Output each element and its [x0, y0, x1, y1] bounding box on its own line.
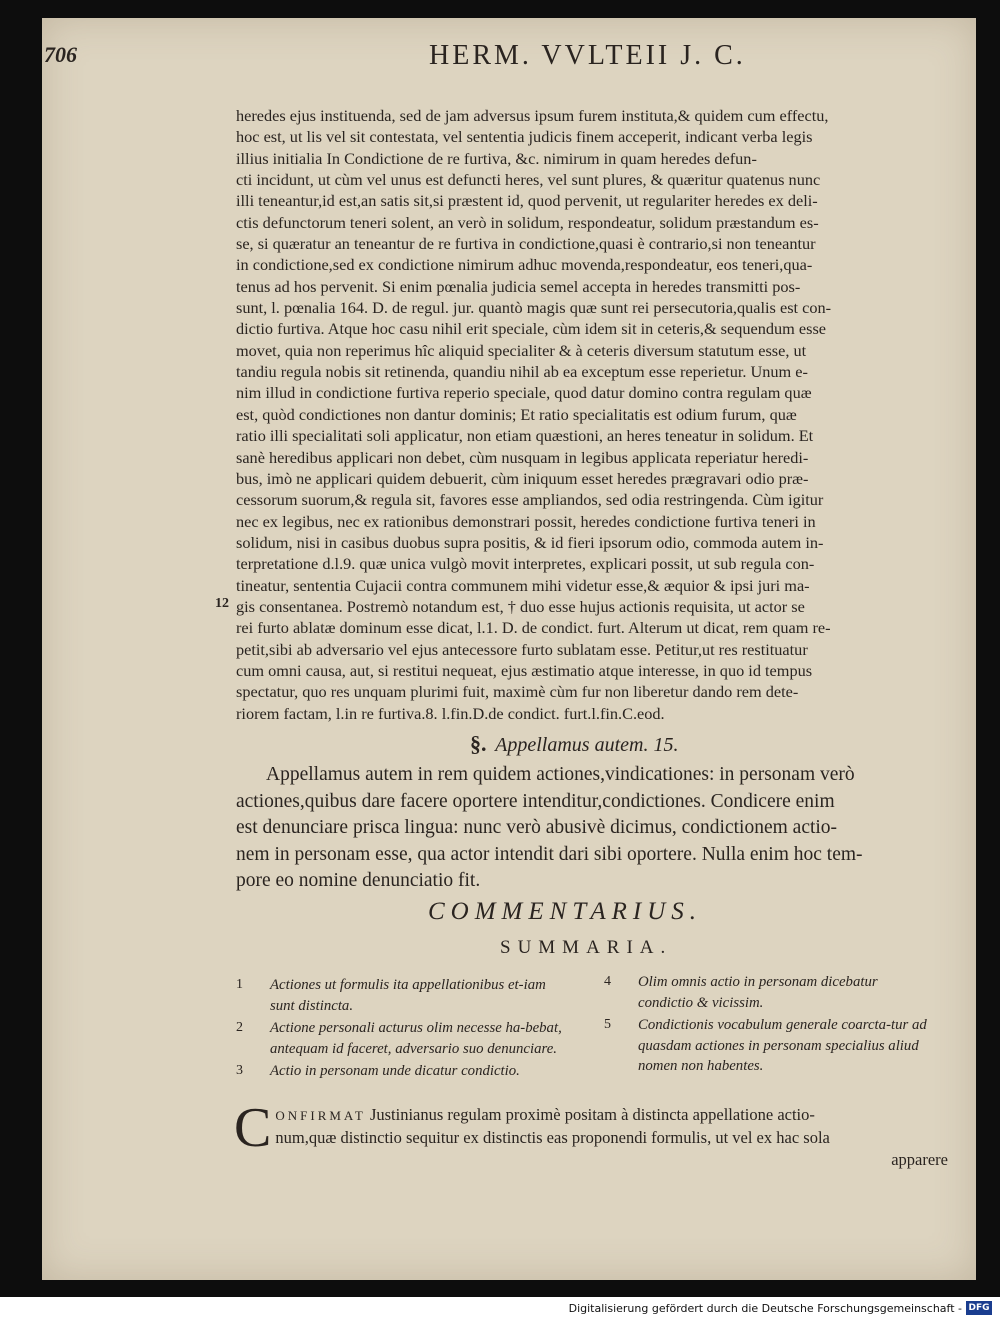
summary-item	[604, 1015, 934, 1077]
summary-item-number: 2	[236, 1020, 243, 1035]
body-line: movet, quia non reperimus hîc aliquid specialiter & à ceteris diversum statutum esse, ut	[236, 340, 807, 360]
page-number: 706	[44, 42, 77, 67]
body-line: hoc est, ut lis vel sit contestata, vel sententia judicis finem acceperit, indicant verba legis	[236, 127, 813, 147]
body-line: in condictione,sed ex condictione nimirum adhuc movenda,respondeatur, eos teneri,qua-	[236, 255, 813, 275]
summaria-right-column	[604, 972, 934, 1079]
summary-item	[236, 975, 566, 1016]
law-text-line: Appellamus autem in rem quidem actiones,vindicationes: in personam verò	[266, 764, 855, 785]
summaria-left-column	[236, 975, 566, 1084]
body-line: sanè heredibus applicari non debet, cùm nusquam in legibus applicata reperiatur heredi-	[236, 447, 809, 467]
body-line: nec ex legibus, nec ex rationibus demonstrari possit, heredes condictione furtiva teneri in	[236, 511, 816, 531]
body-line: cti incidunt, ut cùm vel unus est defuncti heres, vel sunt plures, & quæritur quatenus nunc	[236, 170, 821, 190]
body-line: ctis defunctorum teneri solent, an verò in solidum, respondeatur, solidum præstandum es-	[236, 212, 819, 232]
body-line: tenus ad hos pervenit. Si enim pœnalia judicia semel accepta in heredes transmitti pos-	[236, 276, 801, 296]
summary-item	[604, 972, 934, 1013]
body-line: cessorum suorum,& regula sit, favores esse ampliandos, sed odia restringenda. Cùm igitur	[236, 490, 824, 510]
body-line: spectatur, quo res unquam plurimi fuit, maximè cùm fur non liberetur dando rem dete-	[236, 682, 799, 702]
drop-cap: C	[234, 1097, 272, 1159]
law-text-line: actiones,quibus dare facere oportere intenditur,condictiones. Condicere enim	[236, 790, 835, 812]
summary-item-number: 3	[236, 1063, 243, 1078]
footer-bar	[0, 1297, 1000, 1320]
body-line: illi teneantur,id est,an satis sit,si præstent id, quod pervenit, ut regulariter heredes ex deli-	[236, 191, 818, 211]
body-line: sunt, l. pœnalia 164. D. de regul. jur. quantò magis quæ sunt rei persecutoria,qualis est con-	[236, 298, 832, 318]
law-text-line: est denunciare prisca lingua: nunc verò abusivè dicimus, condictionem actio-	[236, 817, 838, 838]
summary-item-text: Actio in personam unde dicatur condictio.	[270, 1063, 520, 1079]
body-line: tineatur, sententia Cujacii contra communem mihi videtur esse,& æquior & ipsi juri ma-	[236, 575, 810, 595]
summary-item-text: Actione personali acturus olim necesse ha-bebat, antequam id faceret, adversario suo denunciare.	[270, 1020, 562, 1057]
body-line: heredes ejus instituenda, sed de jam adversus ipsum furem instituta,& quidem cum effectu,	[236, 106, 829, 125]
body-line: riorem factam, l.in re furtiva.8. l.fin.D.de condict. furt.l.fin.C.eod.	[236, 703, 665, 723]
margin-number: 12	[215, 596, 229, 611]
commentary-title: COMMENTARIUS.	[428, 898, 703, 925]
closing-line-2: num,quæ distinctio sequitur ex distinctis eas proponendi formulis, ut vel ex hac sola	[275, 1128, 830, 1147]
summaria-title: SUMMARIA.	[500, 937, 673, 958]
summary-item	[236, 1061, 566, 1082]
body-line: ratio illi specialitati soli applicatur, non etiam quæstioni, an heres teneatur in solidum. Et	[236, 426, 814, 446]
law-text-line: pore eo nomine denunciatio fit.	[236, 870, 481, 891]
law-text	[236, 762, 948, 895]
running-head-title: HERM. VVLTEII J. C.	[429, 40, 746, 71]
body-line: terpretatione d.l.9. quæ unica vulgò movit interpretes, explicari possit, ut sub regula con-	[236, 554, 815, 574]
running-head	[193, 40, 960, 80]
closing-line-1: Justinianus regulam proximè positam à distincta appellatione actio-	[369, 1105, 815, 1124]
body-line: cum omni causa, aut, si restitui nequeat, ejus æstimatio atque interesse, in quo id tempus	[236, 660, 813, 680]
body-line: petit,sibi ab adversario vel ejus antecessore furto sublatam esse. Petitur,ut res restituatur	[236, 639, 808, 659]
body-line: se, si quæratur an teneantur de re furtiva in condictione,quasi è contrario,si non teneantur	[236, 234, 816, 254]
summary-item	[236, 1018, 566, 1059]
section-heading	[470, 731, 678, 757]
law-text-line: nem in personam esse, qua actor intendit dari sibi oportere. Nulla enim hoc tem-	[236, 843, 863, 865]
body-line: est, quòd condictiones non dantur dominis; Et ratio specialitatis est odium furum, quæ	[236, 404, 797, 424]
summary-item-text: Olim omnis actio in personam dicebatur condictio & vicissim.	[638, 974, 878, 1011]
dfg-logo: DFG	[966, 1301, 992, 1315]
summary-item-text: Condictionis vocabulum generale coarcta-tur ad quasdam actiones in personam specialius aliud nomen non habentes.	[638, 1017, 927, 1074]
summary-item-number: 5	[604, 1017, 611, 1032]
body-line: solidum, nisi in casibus duobus supra positis, & id fieri ipsorum odio, commoda autem in-	[236, 532, 824, 552]
summary-item-number: 4	[604, 974, 611, 989]
section-symbol: §.	[470, 731, 487, 756]
closing-smallcaps: ONFIRMAT	[275, 1108, 366, 1123]
section-heading-text: Appellamus autem. 15.	[495, 734, 679, 756]
summary-item-number: 1	[236, 977, 243, 992]
summary-item-text: Actiones ut formulis ita appellationibus et-iam sunt distincta.	[270, 977, 546, 1014]
body-line: rei furto ablatæ dominum esse dicat, l.1. D. de condict. furt. Alterum ut dicat, rem quam re-	[236, 618, 831, 638]
commentary-body	[236, 105, 948, 724]
body-line: illius initialia In Condictione de re furtiva, &c. nimirum in quam heredes defun-	[236, 148, 757, 168]
body-line: bus, imò ne applicari quidem debuerit, cùm iniquum esset heredes prægravari odio præ-	[236, 468, 809, 488]
footer-credit: Digitalisierung gefördert durch die Deutsche Forschungsgemeinschaft -	[568, 1302, 962, 1315]
body-line: dictio furtiva. Atque hoc casu nihil erit speciale, cùm idem sit in ceteris,& sequendum esse	[236, 319, 827, 339]
closing-line	[236, 1104, 948, 1127]
closing-paragraph	[234, 1097, 948, 1171]
body-line: gis consentanea. Postremò notandum est, † duo esse hujus actionis requisita, ut actor se	[236, 596, 805, 616]
catchword: apparere	[891, 1150, 948, 1169]
body-line: nim illud in condictione furtiva reperio speciale, quod datur domino contra regulam quæ	[236, 383, 812, 403]
body-line: tandiu regula nobis sit retinenda, quandiu nihil ab ea exceptum esse reperietur. Unum e-	[236, 362, 808, 382]
